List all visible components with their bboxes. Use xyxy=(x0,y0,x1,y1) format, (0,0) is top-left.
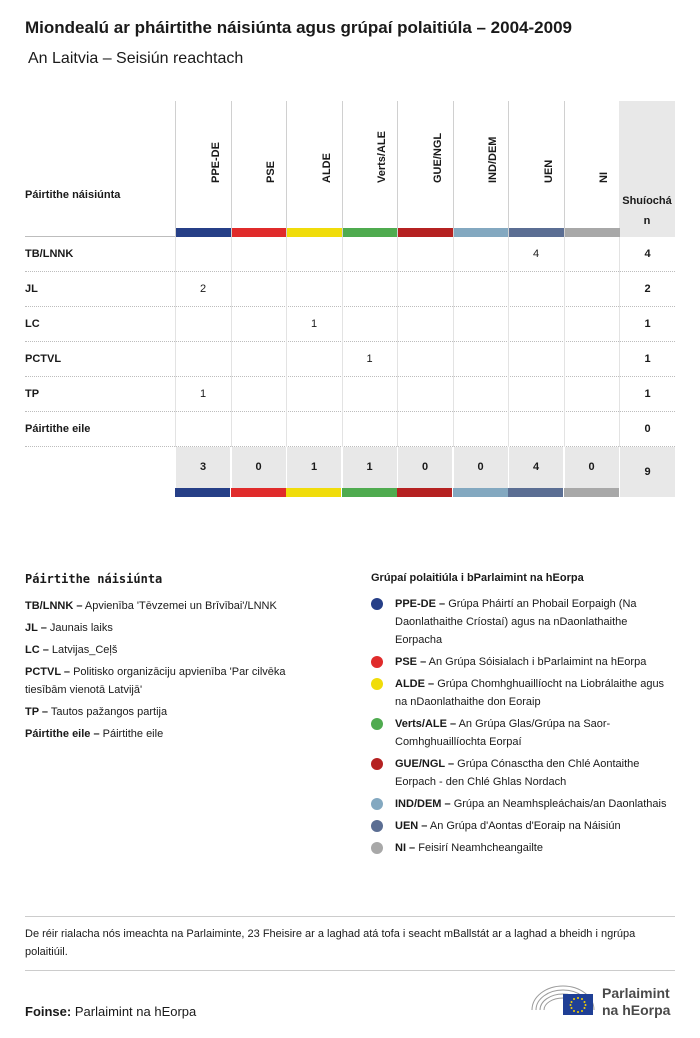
group-code: GUE/NGL – xyxy=(395,758,455,770)
group-code: IND/DEM – xyxy=(395,798,451,810)
group-legend-item xyxy=(371,839,676,857)
seat-cell xyxy=(397,377,452,412)
group-code-label: PSE xyxy=(265,160,277,183)
divider xyxy=(25,916,675,917)
group-code: UEN – xyxy=(395,820,428,832)
seat-breakdown-table xyxy=(25,101,675,497)
party-name: Tautos pažangos partija xyxy=(50,706,168,718)
logo-line-2: na hEorpa xyxy=(602,1002,671,1018)
seat-cell xyxy=(342,237,397,272)
grand-total: 9 xyxy=(619,447,675,497)
group-code-label: PPE-DE xyxy=(209,142,222,183)
group-color-bar xyxy=(453,488,508,497)
table-row xyxy=(25,307,675,342)
table-body xyxy=(25,237,675,447)
party-label: JL xyxy=(25,283,38,295)
group-column-header xyxy=(342,101,397,237)
group-legend-item xyxy=(371,653,676,671)
party-legend xyxy=(25,572,325,747)
group-column-header xyxy=(397,101,452,237)
seat-cell xyxy=(175,307,230,342)
seat-cell xyxy=(175,342,230,377)
group-column-header xyxy=(231,101,286,237)
group-code-label: GUE/NGL xyxy=(431,132,444,183)
seat-cell xyxy=(286,342,341,377)
group-color-bar xyxy=(176,228,231,237)
party-legend-heading: Páirtithe náisiúnta xyxy=(25,572,163,586)
seat-cell xyxy=(453,412,508,447)
seat-cell: 1 xyxy=(286,307,341,342)
group-name: Grúpa Chomhghuaillíocht na Liobrálaithe agus na nDaonlathaithe don Eoraip xyxy=(395,678,665,708)
seat-cell xyxy=(564,307,619,342)
seat-cell xyxy=(508,342,563,377)
total-column-header xyxy=(619,101,675,237)
seat-cell xyxy=(397,272,452,307)
divider xyxy=(25,970,675,971)
group-color-bar xyxy=(508,488,563,497)
seat-cell xyxy=(175,237,230,272)
group-name: Grúpa Pháirtí an Phobail Eorpaigh (Na Daonlathaithe Críostaí) agus na nDaonlathaithe Eorpacha xyxy=(395,598,637,646)
page-subtitle: An Laitvia – Seisiún reachtach xyxy=(28,50,244,67)
group-column-header xyxy=(175,101,230,237)
seat-cell xyxy=(453,237,508,272)
party-legend-item xyxy=(25,703,325,721)
group-code: PPE-DE – xyxy=(395,598,446,610)
party-name: Jaunais laiks xyxy=(49,622,113,634)
group-color-bar xyxy=(286,488,341,497)
color-dot-icon xyxy=(371,820,383,832)
party-legend-item xyxy=(25,725,325,743)
color-dot-icon xyxy=(371,798,383,810)
group-code-label: Verts/ALE xyxy=(376,131,388,183)
seat-cell xyxy=(508,307,563,342)
group-name: An Grúpa d'Aontas d'Eoraip na Náisiún xyxy=(429,820,621,832)
group-name: Grúpa Cónasctha den Chlé Aontaithe Eorpach - den Chlé Ghlas Nordach xyxy=(395,758,640,788)
group-code-label: IND/DEM xyxy=(487,136,499,183)
party-legend-item xyxy=(25,619,325,637)
seat-cell xyxy=(231,342,286,377)
table-header xyxy=(25,101,675,237)
group-legend-item xyxy=(371,755,676,791)
seat-cell xyxy=(286,272,341,307)
seat-cell xyxy=(397,412,452,447)
seat-cell xyxy=(231,272,286,307)
group-color-bar xyxy=(454,228,509,237)
seat-cell xyxy=(342,307,397,342)
party-code: PCTVL – xyxy=(25,666,71,678)
party-code: JL – xyxy=(25,622,47,634)
party-code: TB/LNNK – xyxy=(25,600,83,612)
group-name: Feisirí Neamhcheangailte xyxy=(418,842,543,854)
seat-cell xyxy=(508,272,563,307)
group-name: Grúpa an Neamhspleáchais/an Daonlathais xyxy=(453,798,667,810)
seat-cell xyxy=(397,307,452,342)
seat-cell xyxy=(231,237,286,272)
group-code-label: ALDE xyxy=(320,153,333,183)
group-total: 0 xyxy=(564,447,619,488)
group-total: 0 xyxy=(397,447,452,488)
seat-cell xyxy=(397,342,452,377)
group-code: PSE – xyxy=(395,656,427,668)
table-row xyxy=(25,412,675,447)
group-total: 3 xyxy=(175,447,230,488)
seat-cell xyxy=(342,412,397,447)
seat-cell xyxy=(286,237,341,272)
group-total: 1 xyxy=(286,447,341,488)
group-column-header xyxy=(564,101,619,237)
seat-cell xyxy=(453,272,508,307)
seat-cell xyxy=(564,377,619,412)
group-code: Verts/ALE – xyxy=(395,718,457,730)
seat-cell: 4 xyxy=(508,237,563,272)
seat-cell xyxy=(564,342,619,377)
party-label: PCTVL xyxy=(25,353,62,365)
party-legend-item xyxy=(25,641,325,659)
group-color-bar xyxy=(397,488,452,497)
source-line xyxy=(25,1004,196,1019)
group-code: NI – xyxy=(395,842,416,854)
group-code-label: NI xyxy=(598,172,610,183)
row-total: 1 xyxy=(619,307,675,342)
seat-cell xyxy=(175,412,230,447)
party-name: Páirtithe eile xyxy=(102,728,164,740)
row-total: 1 xyxy=(619,377,675,412)
row-total: 2 xyxy=(619,272,675,307)
party-name: Apvienība 'Tēvzemei un Brīvībai'/LNNK xyxy=(84,600,277,612)
seat-cell xyxy=(453,342,508,377)
seat-cell xyxy=(231,412,286,447)
source-value: Parlaimint na hEorpa xyxy=(74,1004,197,1019)
party-name: Latvijas_Ceļš xyxy=(51,644,118,656)
party-label: LC xyxy=(25,318,40,330)
seat-cell xyxy=(342,272,397,307)
seat-cell xyxy=(564,272,619,307)
group-total: 0 xyxy=(453,447,508,488)
seat-cell: 2 xyxy=(175,272,230,307)
group-total: 0 xyxy=(231,447,286,488)
color-dot-icon xyxy=(371,718,383,730)
table-row xyxy=(25,272,675,307)
row-total: 0 xyxy=(619,412,675,447)
page-title: Miondealú ar pháirtithe náisiúnta agus grúpaí polaitiúla – 2004-2009 xyxy=(25,18,572,37)
group-code-label: UEN xyxy=(542,159,555,183)
party-code: Páirtithe eile – xyxy=(25,728,100,740)
group-code: ALDE – xyxy=(395,678,435,690)
group-color-bar xyxy=(343,228,398,237)
table-row xyxy=(25,377,675,412)
group-column-header xyxy=(508,101,563,237)
rules-note: De réir rialacha nós imeachta na Parlaiminte, 23 Fheisire ar a laghad atá tofa i seacht mBallstát ar a laghad a bheidh i ngrúpa polaitiúil. xyxy=(25,928,636,958)
seat-cell xyxy=(231,377,286,412)
color-dot-icon xyxy=(371,758,383,770)
party-label: Páirtithe eile xyxy=(25,423,91,435)
hemicycle-flag-icon xyxy=(530,980,596,1020)
group-legend-item xyxy=(371,795,676,813)
color-dot-icon xyxy=(371,842,383,854)
seat-cell xyxy=(397,237,452,272)
color-dot-icon xyxy=(371,598,383,610)
group-legend xyxy=(371,572,676,861)
color-dot-icon xyxy=(371,678,383,690)
seat-cell xyxy=(508,412,563,447)
party-legend-item xyxy=(25,597,325,615)
group-name: An Grúpa Glas/Grúpa na Saor-Comhghuaillíochta Eorpaí xyxy=(395,718,611,748)
group-total: 4 xyxy=(508,447,563,488)
table-row xyxy=(25,342,675,377)
group-color-bar xyxy=(231,488,286,497)
party-code: LC – xyxy=(25,644,49,656)
party-label: TB/LNNK xyxy=(25,248,74,260)
source-label: Foinse: xyxy=(25,1004,72,1019)
table-row xyxy=(25,237,675,272)
group-legend-item xyxy=(371,715,676,751)
group-legend-item xyxy=(371,817,676,835)
seat-cell xyxy=(564,412,619,447)
row-total: 1 xyxy=(619,342,675,377)
group-column-header xyxy=(286,101,341,237)
group-column-header xyxy=(453,101,508,237)
seat-cell xyxy=(453,307,508,342)
logo-line-1: Parlaimint xyxy=(602,985,670,1001)
group-total: 1 xyxy=(342,447,397,488)
seat-cell xyxy=(286,377,341,412)
color-dot-icon xyxy=(371,656,383,668)
group-color-bar xyxy=(398,228,453,237)
party-code: TP – xyxy=(25,706,49,718)
group-name: An Grúpa Sóisialach i bParlaimint na hEorpa xyxy=(428,656,647,668)
row-total: 4 xyxy=(619,237,675,272)
group-color-bar xyxy=(342,488,397,497)
row-header-label: Páirtithe náisiúnta xyxy=(25,189,121,201)
group-color-bar xyxy=(565,228,620,237)
party-legend-item xyxy=(25,663,325,699)
group-legend-heading: Grúpaí polaitiúla i bParlaimint na hEorpa xyxy=(371,572,584,584)
group-color-bar xyxy=(564,488,619,497)
group-color-bar xyxy=(175,488,230,497)
group-color-bar xyxy=(287,228,342,237)
seat-cell xyxy=(453,377,508,412)
seat-cell: 1 xyxy=(175,377,230,412)
seat-cell xyxy=(564,237,619,272)
group-color-bar xyxy=(232,228,287,237)
party-label: TP xyxy=(25,388,40,400)
seat-cell xyxy=(231,307,286,342)
seat-cell xyxy=(342,377,397,412)
seat-cell xyxy=(508,377,563,412)
totals-row xyxy=(25,447,675,497)
seat-cell: 1 xyxy=(342,342,397,377)
group-legend-item xyxy=(371,675,676,711)
total-header-label: Shuíochán xyxy=(622,195,672,227)
seat-cell xyxy=(286,412,341,447)
group-color-bar xyxy=(509,228,564,237)
parliament-logo xyxy=(530,980,680,1020)
party-name: Politisko organizāciju apvienība 'Par cilvēka tiesībām vienotā Latvijā' xyxy=(25,666,286,696)
group-legend-item xyxy=(371,595,676,649)
